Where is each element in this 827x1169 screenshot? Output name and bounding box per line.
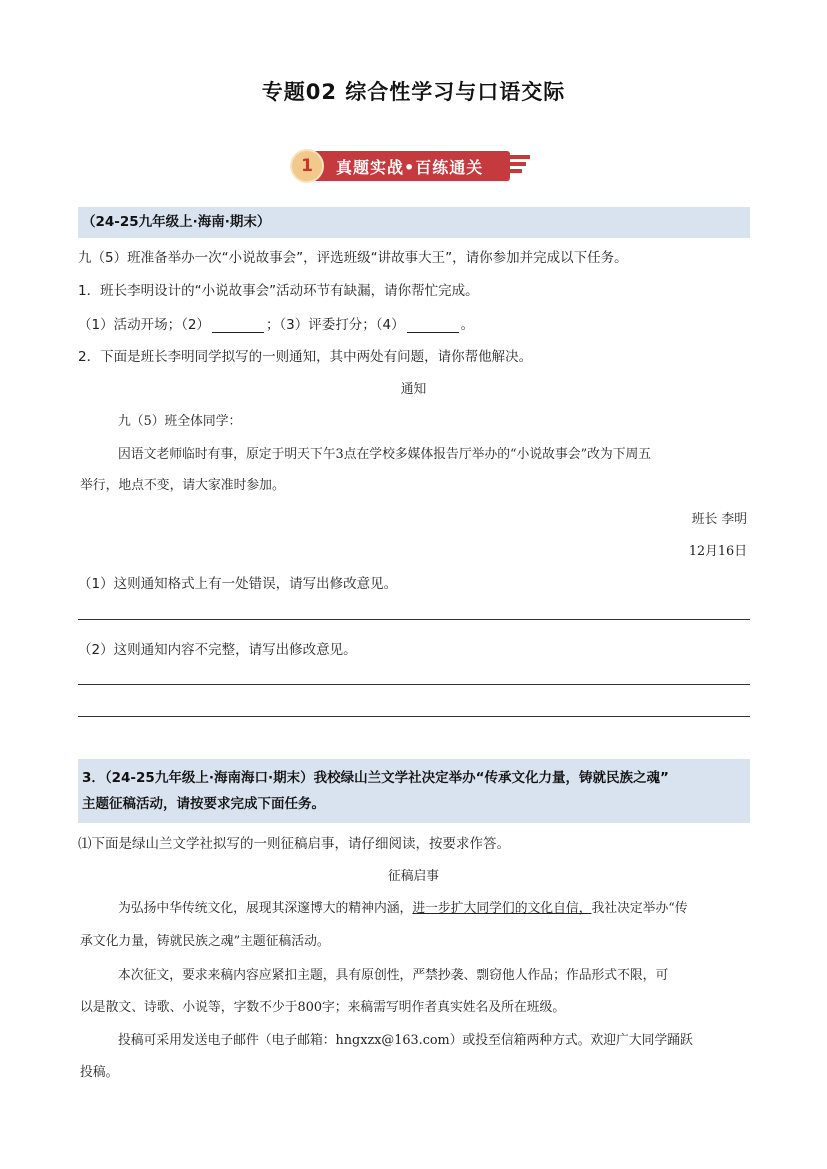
question-3-heading-line2: 主题征稿活动，请按要求完成下面任务。 xyxy=(82,796,325,812)
banner-text: 真题实战•百练通关 xyxy=(336,158,484,177)
cfp-paragraph-1-line1 xyxy=(118,897,688,916)
sub-question-1: （1）这则通知格式上有一处错误，请写出修改意见。 xyxy=(78,576,398,592)
cfp-paragraph-2-line2: 以是散文、诗歌、小说等，字数不少于800字；来稿需写明作者真实姓名及所在班级。 xyxy=(80,1000,566,1015)
sub-question-2: （2）这则通知内容不完整，请写出修改意见。 xyxy=(78,642,357,658)
answer-blank-4[interactable] xyxy=(407,318,459,333)
answer-blank-2[interactable] xyxy=(212,318,264,333)
call-for-papers-title: 征稿启事 xyxy=(387,869,440,884)
question-source-heading xyxy=(78,207,750,238)
answer-line-2[interactable] xyxy=(78,684,750,685)
source-label: （24-25九年级上·海南·期末） xyxy=(82,214,271,230)
answer-line-3[interactable] xyxy=(78,716,750,717)
cfp-paragraph-2-line1: 本次征文，要求来稿内容应紧扣主题，具有原创性，严禁抄袭、剽窃他人作品；作品形式不限，可 xyxy=(118,968,669,983)
notice-title: 通知 xyxy=(400,382,427,397)
intro-text: 九（5）班准备举办一次“小说故事会”，评选班级“讲故事大王”，请你参加并完成以下任务。 xyxy=(78,250,628,266)
banner-stripes xyxy=(508,155,530,176)
cfp-p1-part-b: 我社决定举办“传 xyxy=(591,901,688,916)
steps-part-b: ；（3）评委打分；（4） xyxy=(265,317,405,333)
notice-date: 12月16日 xyxy=(688,544,747,559)
cfp-paragraph-3-line2: 投稿。 xyxy=(80,1065,119,1080)
notice-salutation: 九（5）班全体同学： xyxy=(118,414,242,429)
cfp-paragraph-1-line2: 承文化力量，铸就民族之魂”主题征稿活动。 xyxy=(80,934,330,949)
cfp-p1-part-a: 为弘扬中华传统文化，展现其深邃博大的精神内涵， xyxy=(118,901,413,916)
banner-number: 1 xyxy=(290,149,324,183)
steps-part-c: 。 xyxy=(460,317,475,333)
question-1: 1．班长李明设计的“小说故事会”活动环节有缺漏，请你帮忙完成。 xyxy=(78,283,479,299)
notice-body-line1: 因语文老师临时有事，原定于明天下午3点在学校多媒体报告厅举办的“小说故事会”改为下周五 xyxy=(118,447,652,462)
notice-body-line2: 举行，地点不变，请大家准时参加。 xyxy=(80,478,285,493)
cfp-p1-underlined: 进一步扩大同学们的文化自信， xyxy=(412,901,592,916)
page-title: 专题02 综合性学习与口语交际 xyxy=(261,80,566,104)
section-banner xyxy=(290,146,534,186)
answer-line-1[interactable] xyxy=(78,619,750,620)
question-3-heading-line1: 3．（24-25九年级上·海南海口·期末）我校绿山兰文学社决定举办“传承文化力量，铸就民族之魂” xyxy=(82,770,669,786)
steps-part-a: （1）活动开场；（2） xyxy=(78,317,210,333)
question-2: 2．下面是班长李明同学拟写的一则通知，其中两处有问题，请你帮他解决。 xyxy=(78,349,533,365)
question-1-steps xyxy=(78,313,474,333)
question-3-heading xyxy=(78,759,750,823)
task-1: ⑴下面是绿山兰文学社拟写的一则征稿启事，请仔细阅读，按要求作答。 xyxy=(78,836,510,852)
cfp-paragraph-3-line1: 投稿可采用发送电子邮件（电子邮箱：hngxzx@163.com）或投至信箱两种方式。欢迎广大同学踊跃 xyxy=(118,1033,693,1048)
notice-signer: 班长 李明 xyxy=(691,512,747,527)
